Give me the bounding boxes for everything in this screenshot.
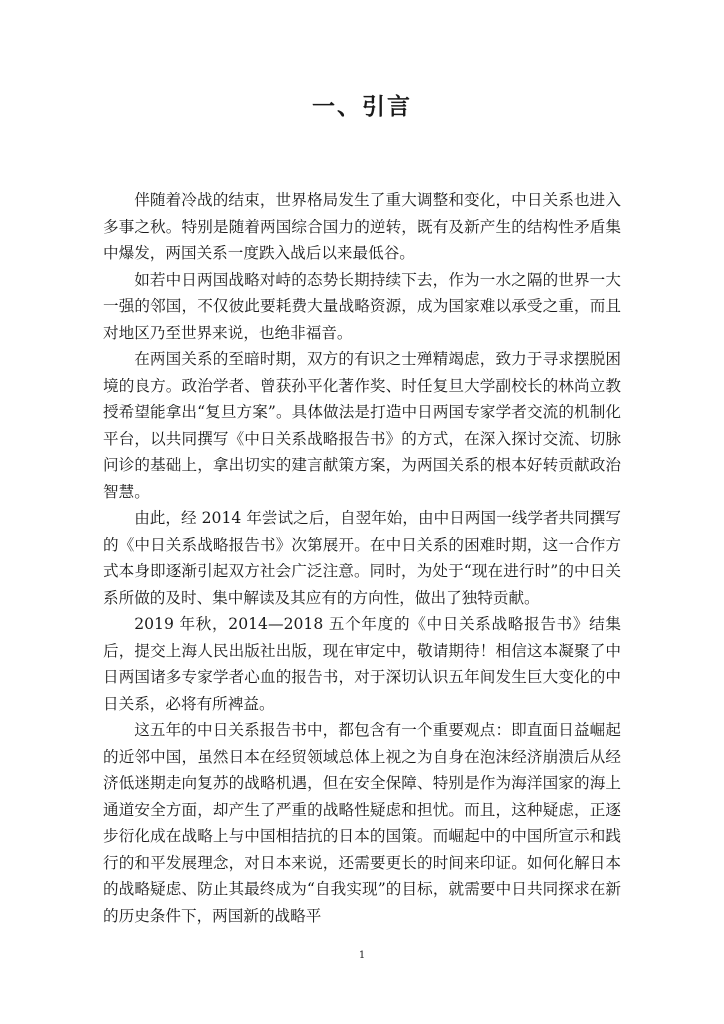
paragraph: 在两国关系的至暗时期，双方的有识之士殚精竭虑，致力于寻求摆脱困境的良方。政治学者、曾获孙平化著作奖、时任复旦大学副校长的林尚立教授希望能拿出“复旦方案”。具体做法是打造中日两国专家学者交流的机制化平台，以共同撰写《中日关系战略报告书》的方式，在深入探讨交流、切脉问诊的基础上，拿出切实的建言献策方案，为两国关系的根本好转贡献政治智慧。: [103, 350, 621, 501]
page-number: 1: [358, 950, 366, 961]
page-title: 一、引言: [312, 94, 412, 120]
paragraph: 2019 年秋，2014—2018 五个年度的《中日关系战略报告书》结集后，提交上海人民出版社出版，现在审定中，敬请期待！相信这本凝聚了中日两国诸多专家学者心血的报告书，对于深切认识五年间发生巨大变化的中日关系，必将有所裨益。: [103, 615, 621, 713]
body-text: [103, 187, 621, 929]
paragraph: 如若中日两国战略对峙的态势长期持续下去，作为一水之隔的世界一大一强的邻国，不仅彼此要耗费大量战略资源，成为国家难以承受之重，而且对地区乃至世界来说，也绝非福音。: [103, 270, 621, 342]
paragraph: 由此，经 2014 年尝试之后，自翌年始，由中日两国一线学者共同撰写的《中日关系战略报告书》次第展开。在中日关系的困难时期，这一合作方式本身即逐渐引起双方社会广泛注意。同时，为处于“现在进行时”的中日关系所做的及时、集中解读及其应有的方向性，做出了独特贡献。: [103, 509, 621, 607]
paragraph: 伴随着冷战的结束，世界格局发生了重大调整和变化，中日关系也进入多事之秋。特别是随着两国综合国力的逆转，既有及新产生的结构性矛盾集中爆发，两国关系一度跌入战后以来最低谷。: [103, 191, 621, 262]
paragraph: 这五年的中日关系报告书中，都包含有一个重要观点：即直面日益崛起的近邻中国，虽然日本在经贸领域总体上视之为自身在泡沫经济崩溃后从经济低迷期走向复苏的战略机遇，但在安全保障、特别是作为海洋国家的海上通道安全方面，却产生了严重的战略性疑虑和担忧。而且，这种疑虑，正逐步衍化成在战略上与中国相拮抗的日本的国策。而崛起中的中国所宣示和践行的和平发展理念，对日本来说，还需要更长的时间来印证。如何化解日本的战略疑虑、防止其最终成为“自我实现”的目标，就需要中日共同探求在新的历史条件下，两国新的战略平: [103, 721, 621, 925]
